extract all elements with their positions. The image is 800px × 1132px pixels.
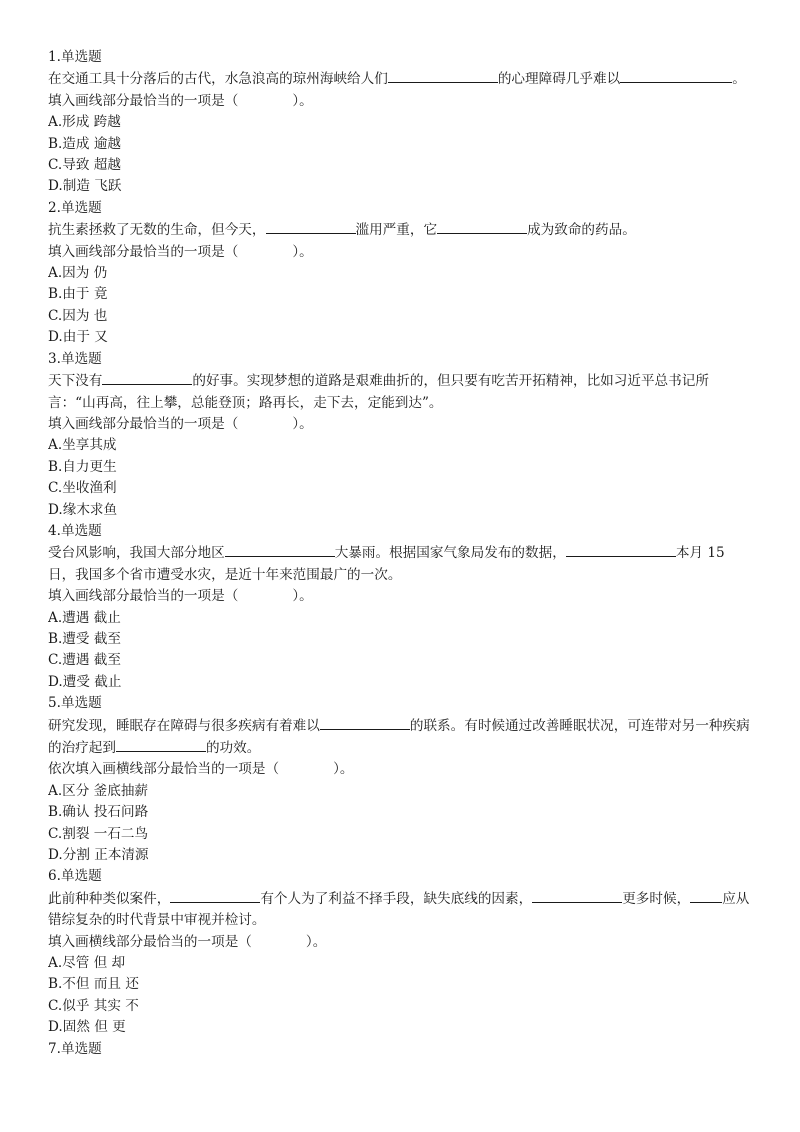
answer-option: D.分割 正本清源: [48, 847, 149, 864]
stem-text: 更多时候，: [622, 890, 691, 907]
stem-text: 在交通工具十分落后的古代，水急浪高的琼州海峡给人们: [48, 71, 388, 88]
stem-text: 。: [732, 71, 746, 88]
prompt-text: 填入画线部分最恰当的一项是（: [48, 243, 239, 260]
answer-option: D.遭受 截止: [48, 673, 122, 690]
stem-text: 滥用严重，它: [355, 222, 438, 239]
question-stem: [48, 542, 756, 586]
answer-option: A.尽管 但 却: [48, 955, 126, 972]
stem-text: 应从错综复杂的时代背景中审视并检讨。: [48, 890, 750, 929]
answer-option: D.由于 又: [48, 329, 108, 346]
fill-blank: [116, 737, 206, 752]
question-number: 3.单选题: [48, 350, 102, 367]
answer-option: D.固然 但 更: [48, 1019, 126, 1036]
fill-blank: [320, 715, 410, 730]
question-prompt: [48, 242, 756, 263]
question-prompt: [48, 91, 756, 112]
stem-text: 大暴雨。根据国家气象局发布的数据，: [334, 545, 566, 562]
answer-option: D.缘木求鱼: [48, 501, 118, 518]
question-block: [48, 521, 756, 693]
answer-option: B.确认 投石问路: [48, 804, 149, 821]
fill-blank: [437, 219, 527, 234]
question-block: [48, 866, 756, 1038]
stem-text: 有个人为了利益不择手段，缺失底线的因素，: [260, 890, 533, 907]
answer-option: A.因为 仍: [48, 265, 108, 282]
question-stem: [48, 370, 756, 414]
stem-text: 抗生素拯救了无数的生命，但今天，: [48, 222, 266, 239]
answer-option: C.坐收渔利: [48, 480, 117, 497]
question-prompt: [48, 586, 756, 607]
fill-blank: [690, 888, 722, 903]
stem-text: 受台风影响，我国大部分地区: [48, 545, 225, 562]
stem-text: 本月 15 日，我国多个省市遭受水灾，是近十年来范围最广的一次。: [48, 545, 725, 583]
fill-blank: [225, 542, 335, 557]
answer-option: A.遭遇 截止: [48, 609, 121, 626]
question-prompt: [48, 414, 756, 435]
stem-text: 天下没有: [48, 373, 103, 390]
prompt-text: ）。: [292, 415, 313, 432]
answer-option: B.遭受 截至: [48, 630, 122, 647]
prompt-text: ）。: [292, 243, 313, 260]
question-number: 1.单选题: [48, 49, 102, 65]
stem-text: 的心理障碍几乎难以: [497, 71, 621, 88]
fill-blank: [266, 219, 356, 234]
answer-option: A.形成 跨越: [48, 114, 121, 131]
answer-option: B.造成 逾越: [48, 135, 122, 152]
answer-option: B.由于 竟: [48, 286, 108, 303]
answer-option: A.坐享其成: [48, 437, 117, 454]
fill-blank: [532, 888, 622, 903]
prompt-text: 填入画线部分最恰当的一项是（: [48, 588, 239, 605]
question-number: 7.单选题: [48, 1040, 102, 1057]
answer-option: D.制造 飞跃: [48, 178, 122, 195]
answer-option: C.似乎 其实 不: [48, 997, 139, 1014]
prompt-text: ）。: [292, 92, 313, 109]
prompt-text: 填入画线部分最恰当的一项是（: [48, 415, 239, 432]
fill-blank: [388, 68, 498, 83]
stem-text: 的功效。: [205, 740, 261, 756]
stem-text: 研究发现，睡眠存在障碍与很多疾病有着难以: [48, 717, 320, 734]
question-block: [48, 693, 756, 866]
question-block: [48, 349, 756, 521]
question-block: [48, 47, 756, 198]
prompt-text: 依次填入画横线部分最恰当的一项是（: [48, 761, 280, 778]
answer-option: C.割裂 一石二鸟: [48, 825, 149, 842]
answer-option: C.导致 超越: [48, 157, 121, 174]
question-stem: [48, 219, 756, 241]
prompt-text: ）。: [305, 933, 327, 950]
question-number: 6.单选题: [48, 868, 102, 885]
question-block: [48, 198, 756, 349]
answer-option: B.不但 而且 还: [48, 976, 139, 993]
question-number: 4.单选题: [48, 522, 102, 539]
stem-text: 的联系。有时候通过改善睡眠状况，可连带对另一种疾病的治疗起到: [48, 717, 750, 756]
fill-blank: [620, 68, 732, 83]
question-number: 5.单选题: [48, 695, 102, 712]
stem-text: 成为致命的药品。: [527, 222, 636, 239]
answer-option: C.遭遇 截至: [48, 652, 121, 669]
fill-blank: [102, 370, 192, 385]
question-prompt: [48, 932, 756, 953]
prompt-text: ）。: [333, 761, 354, 778]
prompt-text: ）。: [292, 588, 313, 605]
fill-blank: [566, 542, 676, 557]
answer-option: A.区分 釜底抽薪: [48, 782, 149, 799]
question-prompt: [48, 759, 756, 780]
fill-blank: [170, 888, 260, 903]
question-stem: [48, 715, 756, 760]
answer-option: B.自力更生: [48, 458, 117, 475]
question-stem: [48, 888, 756, 932]
question-block: [48, 1039, 756, 1060]
stem-text: 此前种种类似案件，: [48, 890, 171, 907]
question-stem: [48, 68, 756, 90]
answer-option: C.因为 也: [48, 307, 108, 324]
prompt-text: 填入画横线部分最恰当的一项是（: [48, 933, 252, 950]
question-number: 2.单选题: [48, 199, 102, 216]
stem-text: 的好事。实现梦想的道路是艰难曲折的，但只要有吃苦开拓精神，比如习近平总书记所言：“山再高，往上攀，总能登顶；路再长，走下去，定能到达”。: [48, 373, 709, 411]
prompt-text: 填入画线部分最恰当的一项是（: [48, 92, 239, 109]
